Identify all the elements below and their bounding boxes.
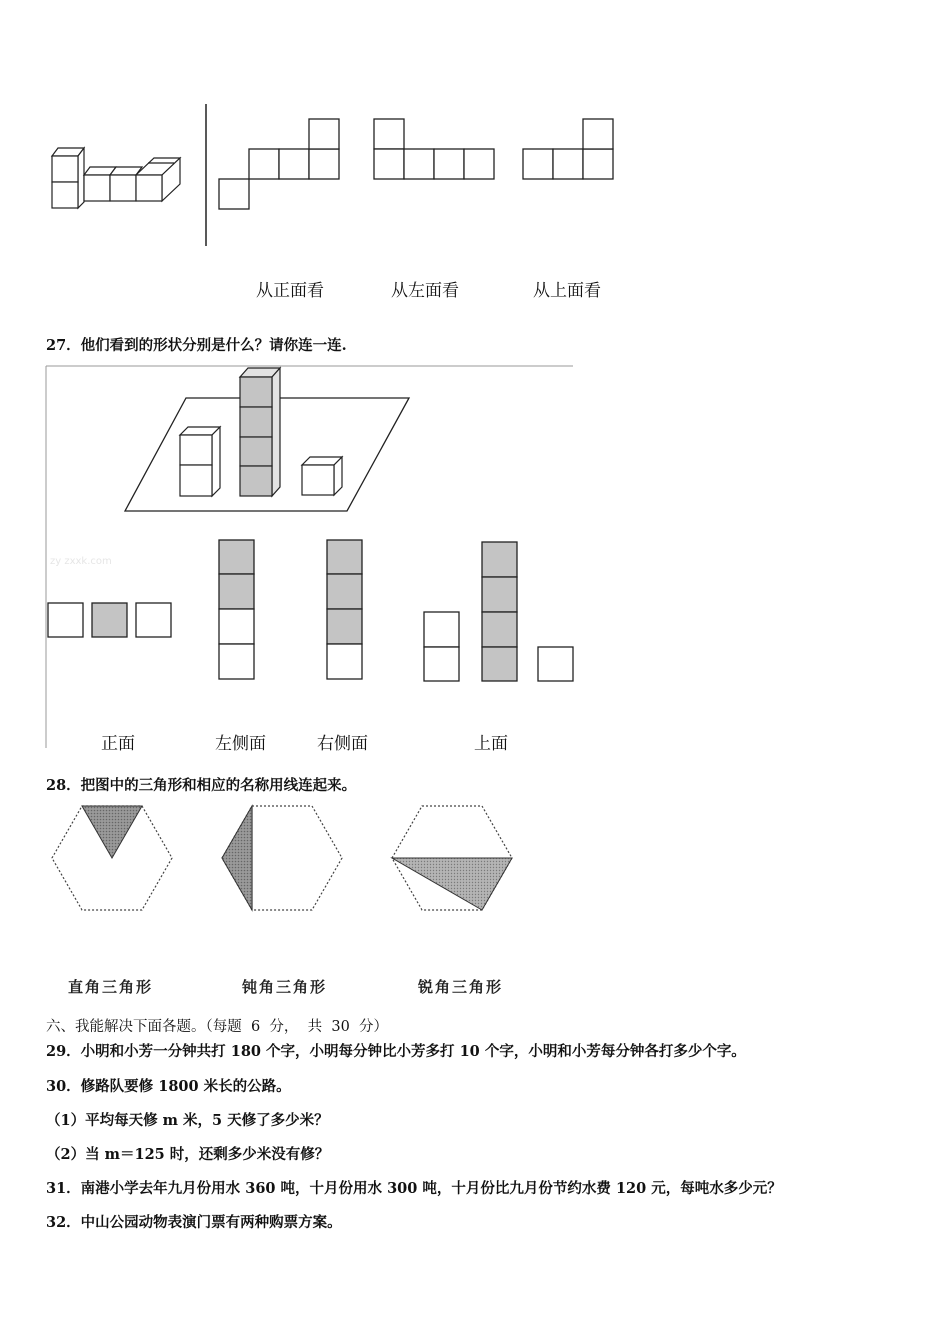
question-30-part-1: （1）平均每天修 m 米，5 天修了多少米？ (46, 1112, 329, 1129)
label-left-side: 左侧面 (215, 734, 266, 754)
stack-left (180, 427, 220, 496)
label-right-triangle: 直角三角形 (68, 978, 154, 996)
view-shape-3 (523, 119, 613, 179)
label-top: 上面 (474, 734, 508, 754)
label-right-side: 右侧面 (317, 734, 368, 754)
view-shape-2 (374, 119, 494, 179)
triangle-3 (392, 858, 512, 910)
section-6-heading: 六、我能解决下面各题。（每题 6 分， 共 30 分） (46, 1019, 389, 1035)
question-29: 29．小明和小芳一分钟共打 180 个字，小明每分钟比小芳多打 10 个字，小明和小芳每分钟各打多少个字。 (46, 1043, 746, 1060)
answer-shape-2 (219, 540, 254, 679)
watermark: zy zxxk.com (50, 556, 112, 567)
triangle-2 (222, 806, 252, 910)
q27-figure (0, 360, 950, 760)
isometric-cubes (52, 148, 180, 208)
cube-stack-figure (0, 0, 950, 260)
view-label-front: 从正面看 (256, 281, 324, 301)
question-30-part-2: （2）当 m＝125 时，还剩多少米没有修？ (46, 1146, 330, 1163)
question-28: 28．把图中的三角形和相应的名称用线连起来。 (46, 777, 357, 794)
answer-shape-3 (327, 540, 362, 679)
label-acute-triangle: 锐角三角形 (418, 978, 504, 996)
stack-right (302, 457, 342, 495)
label-obtuse-triangle: 钝角三角形 (242, 978, 328, 996)
question-31: 31．南港小学去年九月份用水 360 吨，十月份用水 300 吨，十月份比九月份节约水费 120 元，每吨水多少元？ (46, 1180, 782, 1197)
view-label-top: 从上面看 (533, 281, 601, 301)
hexagon-1 (52, 806, 172, 910)
stack-middle (240, 368, 280, 496)
hexagon-3 (392, 806, 512, 910)
answer-shape-1 (48, 603, 171, 637)
question-27: 27．他们看到的形状分别是什么？请你连一连. (46, 337, 347, 354)
question-32: 32．中山公园动物表演门票有两种购票方案。 (46, 1214, 342, 1231)
label-front: 正面 (101, 734, 135, 754)
hexagon-2 (222, 806, 342, 910)
question-30: 30．修路队要修 1800 米长的公路。 (46, 1078, 291, 1095)
answer-shape-4 (424, 542, 573, 681)
hexagon-figures (0, 800, 950, 920)
view-label-left: 从左面看 (391, 281, 459, 301)
triangle-1 (82, 806, 142, 858)
view-shape-1 (219, 119, 339, 209)
